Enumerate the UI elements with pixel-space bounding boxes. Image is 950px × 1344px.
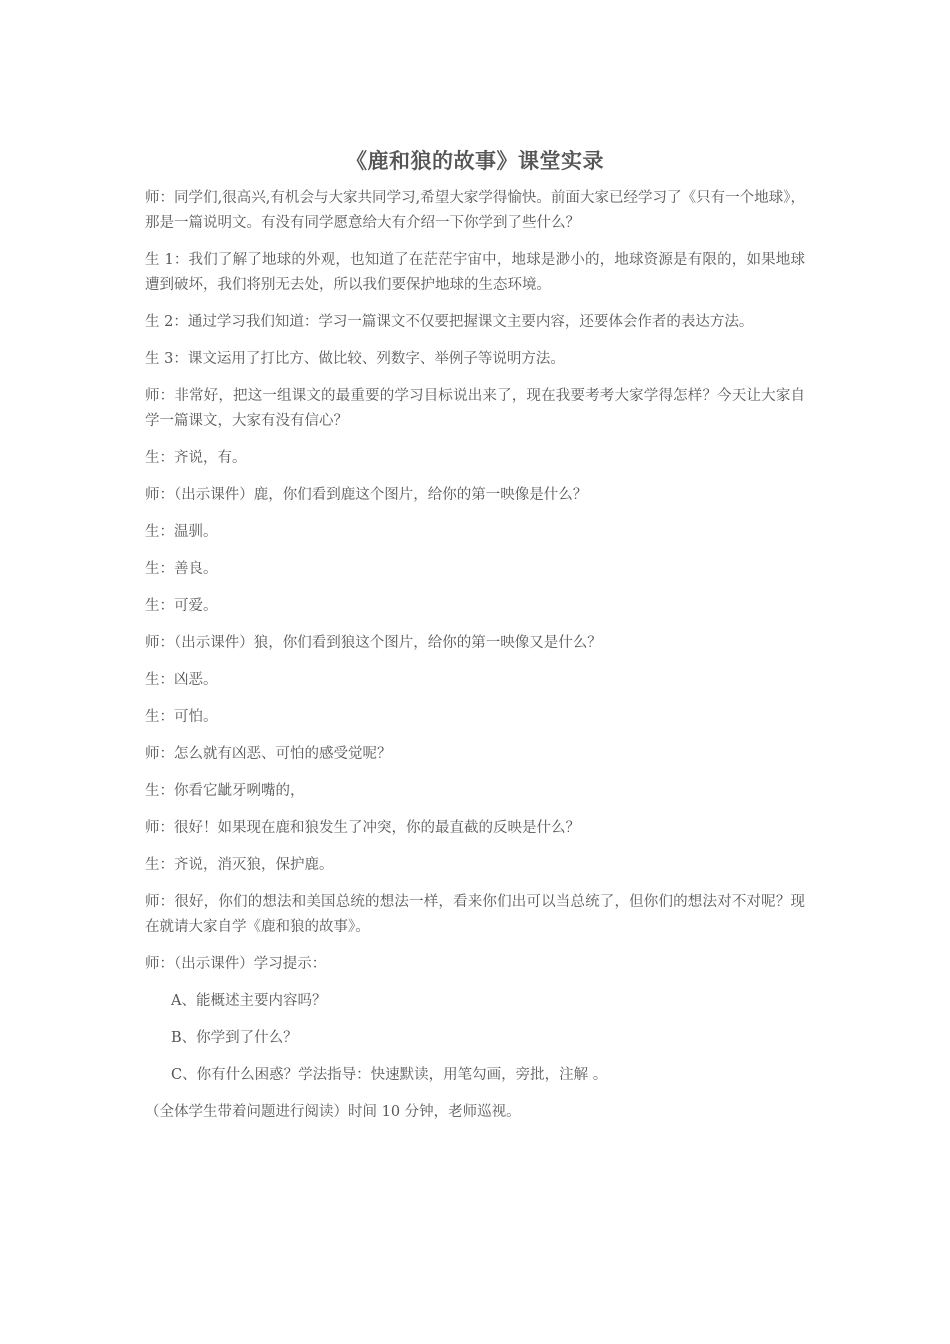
paragraph-students-protect: 生：齐说，消灭狼，保护鹿。 — [145, 857, 334, 873]
paragraph-student-fierce: 生：凶恶。 — [145, 672, 218, 688]
paragraph-teacher-president: 师：很好，你们的想法和美国总统的想法一样，看来你们出可以当总统了，但你们的想法对不对呢？现在就请大家自学《鹿和狼的故事》。 — [145, 894, 805, 935]
hint-item-c: C、你有什么困惑？学法指导：快速默读，用笔勾画，旁批，注解 。 — [171, 1067, 608, 1083]
paragraph-teacher-conflict: 师：很好！如果现在鹿和狼发生了冲突，你的最直截的反映是什么？ — [145, 820, 580, 836]
paragraph-student-teeth: 生：你看它龇牙咧嘴的， — [145, 783, 305, 799]
paragraph-teacher-hints: 师：（出示课件）学习提示： — [145, 956, 327, 972]
paragraph-teacher-deer: 师：（出示课件）鹿，你们看到鹿这个图片，给你的第一映像是什么？ — [145, 487, 588, 503]
paragraph-students-reply: 生：齐说，有。 — [145, 450, 247, 466]
paragraph-teacher-why: 师：怎么就有凶恶、可怕的感受觉呢？ — [145, 746, 392, 762]
paragraph-student-gentle: 生：温驯。 — [145, 524, 218, 540]
hint-item-a: A、能概述主要内容吗？ — [171, 993, 327, 1009]
paragraph-teacher-praise: 师：非常好，把这一组课文的最重要的学习目标说出来了，现在我要考考大家学得怎样？今天让大家自学一篇课文，大家有没有信心？ — [145, 388, 805, 429]
paragraph-student-scary: 生：可怕。 — [145, 709, 218, 725]
paragraph-student-1: 生 1：我们了解了地球的外观，也知道了在茫茫宇宙中，地球是渺小的，地球资源是有限的，如果地球遭到破坏，我们将别无去处，所以我们要保护地球的生态环境。 — [145, 252, 805, 293]
paragraph-student-2: 生 2：通过学习我们知道：学习一篇课文不仅要把握课文主要内容，还要体会作者的表达方法。 — [145, 314, 754, 330]
paragraph-student-3: 生 3：课文运用了打比方、做比较、列数字、举例子等说明方法。 — [145, 351, 565, 367]
paragraph-student-kind: 生：善良。 — [145, 561, 218, 577]
paragraph-student-cute: 生：可爱。 — [145, 598, 218, 614]
document-body — [145, 146, 805, 1137]
paragraph-reading-time: （全体学生带着问题进行阅读）时间 10 分钟，老师巡视。 — [145, 1104, 521, 1120]
paragraph-teacher-intro: 师：同学们,很高兴,有机会与大家共同学习,希望大家学得愉快。前面大家已经学习了《只有一个地球》，那是一篇说明文。有没有同学愿意给大有介绍一下你学到了些什么？ — [145, 190, 805, 231]
paragraph-teacher-wolf: 师：（出示课件）狼，你们看到狼这个图片，给你的第一映像又是什么？ — [145, 635, 602, 651]
document-title: 《鹿和狼的故事》课堂实录 — [346, 149, 604, 173]
hint-item-b: B、你学到了什么？ — [171, 1030, 298, 1046]
